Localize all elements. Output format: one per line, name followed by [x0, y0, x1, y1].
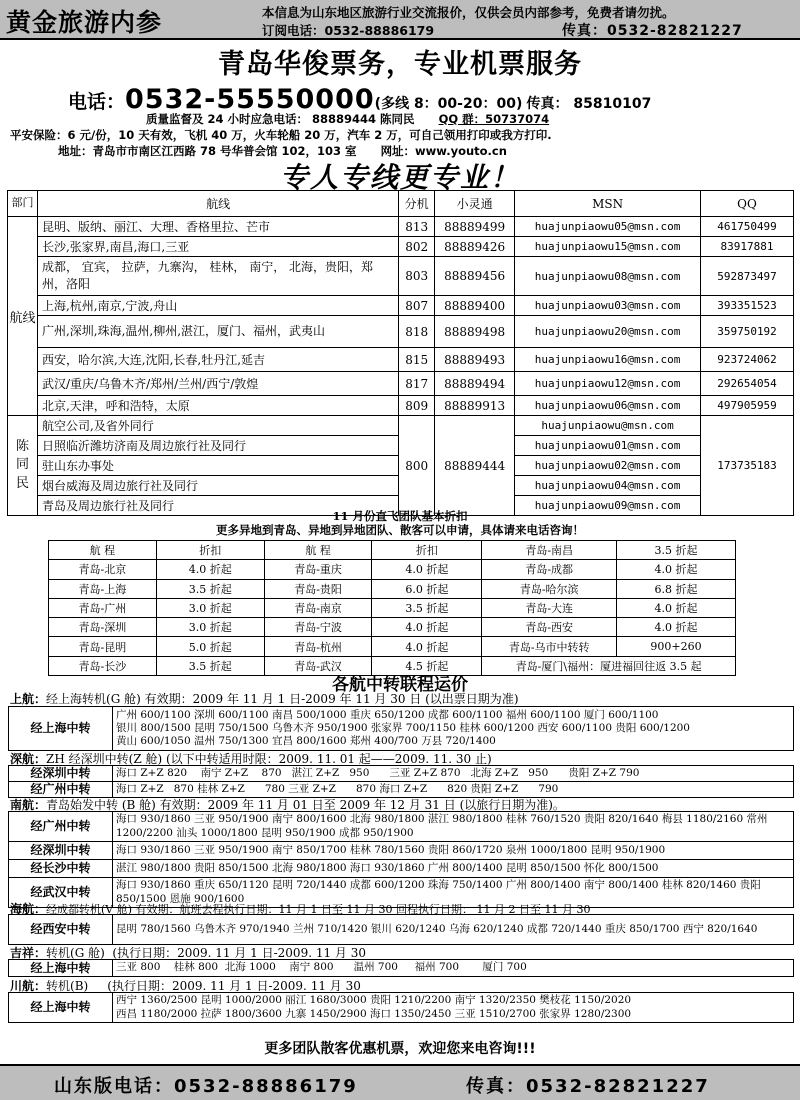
- rate-text: [113, 707, 794, 751]
- discount-cell: 青岛-哈尔滨: [482, 579, 617, 598]
- rate-line: 西宁 1360/2500 昆明 1000/2000 丽江 1680/3000 贵阳 1210/2200 南宁 1320/2350 樊枝花 1150/2020: [116, 994, 632, 1007]
- ext-cell: 807: [399, 296, 435, 316]
- route-cell: 成都， 宜宾， 拉萨，九寨沟， 桂林， 南宁， 北海，贵阳，郑州，洛阳: [37, 257, 398, 296]
- via-label: 经深圳中转: [9, 766, 113, 782]
- member-notice: 本信息为山东地区旅游行业交流报价，仅供会员内部参考，免费者请勿扰。: [262, 5, 675, 20]
- discount-cell: 折扣: [156, 541, 264, 560]
- table-row: [8, 316, 794, 348]
- quality-hotline: 质量监督及 24 小时应急电话： 88889444 陈同民: [146, 112, 415, 126]
- airline-terms: 经上海转机(G 舱) 有效期：2009 年 11 月 1 日-2009 年 11 月 30 日 (以出票日期为准): [46, 692, 519, 706]
- ext-cell: 813: [399, 217, 435, 237]
- discount-cell: 4.0 折起: [372, 560, 482, 579]
- discount-cell: 4.0 折起: [617, 598, 736, 617]
- discount-cell: 青岛-上海: [49, 579, 157, 598]
- discount-cell: 青岛-北京: [49, 560, 157, 579]
- discount-cell: 6.8 折起: [617, 579, 736, 598]
- ext-cell: 802: [399, 237, 435, 257]
- pager-cell: 88889456: [435, 257, 515, 296]
- rate-text: 海口 Z+Z 870 桂林 Z+Z 780 三亚 Z+Z 870 海口 Z+Z 820 贵阳 Z+Z 790: [113, 782, 794, 798]
- pager-cell: 88889444: [435, 416, 515, 516]
- discount-cell: 青岛-杭州: [264, 637, 372, 656]
- col-msn: MSN: [515, 191, 701, 217]
- route-cell: 青岛及周边旅行社及同行: [37, 496, 398, 516]
- discount-cell: 青岛-南昌: [482, 541, 617, 560]
- msn-cell[interactable]: huajunpiaowu04@msn.com: [515, 476, 701, 496]
- discount-title: 11 月份直飞团队基本折扣: [332, 509, 468, 523]
- ext-cell: 803: [399, 257, 435, 296]
- pager-cell: 88889494: [435, 372, 515, 396]
- discount-cell: 900+260: [617, 637, 736, 656]
- airline-terms: 转机(G 舱) (执行日期：2009. 11 月 1 日-2009. 11 月 30: [46, 946, 366, 960]
- airline-label: 上航：: [10, 692, 47, 706]
- discount-header-row: [49, 541, 736, 560]
- shanghai-airline-line: [10, 690, 519, 707]
- juneyao-rate-table: [8, 959, 794, 977]
- rate-line: 西昌 1180/2000 拉萨 1800/3600 九寨 1450/2900 海口 1350/2450 三亚 1510/2700 张家界 1280/2300: [116, 1007, 632, 1020]
- qq-cell: 923724062: [701, 348, 794, 372]
- via-label: 经广州中转: [9, 812, 113, 842]
- msn-cell[interactable]: huajunpiaowu16@msn.com: [515, 348, 701, 372]
- pager-cell: 88889400: [435, 296, 515, 316]
- route-cell: 日照临沂潍坊济南及周边旅行社及同行: [37, 436, 398, 456]
- via-label: 经武汉中转: [9, 878, 113, 908]
- route-cell: 武汉/重庆/乌鲁木齐/郑州/兰州/西宁/敦煌: [37, 372, 398, 396]
- discount-cell: 青岛-南京: [264, 598, 372, 617]
- phone-label: 电话：: [68, 91, 126, 113]
- discount-cell: 3.5 折起: [372, 598, 482, 617]
- discount-cell: 6.0 折起: [372, 579, 482, 598]
- discount-cell: 青岛-大连: [482, 598, 617, 617]
- qq-cell: 173735183: [701, 416, 794, 516]
- discount-cell: 折扣: [372, 541, 482, 560]
- dept-air: 航线: [8, 217, 38, 416]
- discount-cell: 青岛-武汉: [264, 656, 372, 675]
- discount-cell: 3.5 折起: [617, 541, 736, 560]
- msn-cell[interactable]: huajunpiaowu06@msn.com: [515, 396, 701, 416]
- msn-cell[interactable]: huajunpiaowu05@msn.com: [515, 217, 701, 237]
- quality-line: [146, 111, 549, 127]
- qq-cell: 83917881: [701, 237, 794, 257]
- shanghai-rate-table: [8, 706, 794, 751]
- via-label: 经上海中转: [9, 993, 113, 1023]
- discount-cell: 4.0 折起: [372, 637, 482, 656]
- qq-cell: 461750499: [701, 217, 794, 237]
- route-cell: 北京,天津，呼和浩特，太原: [37, 396, 398, 416]
- discount-cell: 青岛-广州: [49, 598, 157, 617]
- via-label: 经长沙中转: [9, 860, 113, 878]
- col-ext: 分机: [399, 191, 435, 217]
- discount-cell: 航 程: [49, 541, 157, 560]
- slogan: 专人专线更专业！: [279, 161, 520, 194]
- route-cell: 上海,杭州,南京,宁波,舟山: [37, 296, 398, 316]
- qq-cell: 592873497: [701, 257, 794, 296]
- rate-text: 海口 930/1860 三亚 950/1900 南宁 800/1600 北海 980/1800 湛江 980/1800 桂林 760/1520 贵阳 820/1640 梅县 1180/2160 常州 1200/2200 汕头 1000/1800 昆明 950/1900 成都 950/1900: [113, 812, 794, 842]
- discount-table: [48, 540, 736, 676]
- msn-cell[interactable]: huajunpiaowu12@msn.com: [515, 372, 701, 396]
- msn-cell[interactable]: huajunpiaowu@msn.com: [515, 416, 701, 436]
- qq-cell: 292654054: [701, 372, 794, 396]
- pager-cell: 88889498: [435, 316, 515, 348]
- footer-message: 更多团队散客优惠机票，欢迎您来电咨询!!!: [264, 1041, 536, 1057]
- table-row: [8, 372, 794, 396]
- ad-fax: 传真： 85810107: [526, 96, 652, 112]
- bottom-banner: [0, 1064, 800, 1100]
- msn-cell[interactable]: huajunpiaowu01@msn.com: [515, 436, 701, 456]
- discount-cell: 青岛-厦门\福州：厦进福回往返 3.5 起: [482, 656, 736, 675]
- discount-cell: 青岛-成都: [482, 560, 617, 579]
- discount-row: [49, 618, 736, 637]
- msn-cell[interactable]: huajunpiaowu03@msn.com: [515, 296, 701, 316]
- ext-cell: 809: [399, 396, 435, 416]
- pager-cell: 88889493: [435, 348, 515, 372]
- pager-cell: 88889913: [435, 396, 515, 416]
- rate-row: [9, 860, 794, 878]
- insurance-line: 平安保险：6 元/份，10 天有效，飞机 40 万，火车轮船 20 万，汽车 2 万，可自己领用打印或我方打印.: [10, 128, 552, 142]
- pager-cell: 88889426: [435, 237, 515, 257]
- via-label: 经上海中转: [9, 707, 113, 751]
- qq-group: QQ 群：50737074: [438, 112, 550, 126]
- airline-terms: 青岛始发中转 (B 舱) 有效期：2009 年 11 月 01 日至 2009 年 12 月 31 日 (以旅行日期为准)。: [46, 798, 565, 812]
- rate-row: [9, 812, 794, 842]
- via-label: 经广州中转: [9, 782, 113, 798]
- qq-cell: 359750192: [701, 316, 794, 348]
- route-cell: 广州,深圳,珠海,温州,柳州,湛江，厦门、福州，武夷山: [37, 316, 398, 348]
- discount-cell: 3.0 折起: [156, 618, 264, 637]
- rate-text: 三亚 800 桂林 800 北海 1000 南宁 800 温州 700 福州 700 厦门 700: [113, 960, 794, 977]
- phone-number: 0532-55550000: [125, 84, 375, 115]
- rate-line: 银川 800/1500 昆明 750/1500 乌鲁木齐 950/1900 张家界 700/1150 桂林 600/1200 西安 600/1100 贵阳 600/1200: [116, 721, 690, 734]
- discount-row: [49, 598, 736, 617]
- rate-row: [9, 766, 794, 782]
- airline-terms: 经成都转机(V 舱) 有效期：航班去程执行日期：11 月 1 日至 11 月 30 回程执行日期： 11 月 2 日至 11 月 30: [46, 903, 591, 916]
- table-row: [8, 296, 794, 316]
- via-label: 经深圳中转: [9, 842, 113, 860]
- rate-text: [113, 993, 794, 1023]
- airline-label: 吉祥：: [10, 946, 47, 960]
- discount-cell: 青岛-深圳: [49, 618, 157, 637]
- discount-cell: 青岛-西安: [482, 618, 617, 637]
- airline-terms: 转机(B) (执行日期：2009. 11 月 1 日-2009. 11 月 30: [46, 979, 361, 993]
- website: 网址：www.youto.cn: [380, 144, 507, 158]
- rate-row: [9, 960, 794, 977]
- ext-cell: 817: [399, 372, 435, 396]
- table-row: [8, 217, 794, 237]
- discount-cell: 青岛-宁波: [264, 618, 372, 637]
- route-contact-table: [7, 190, 794, 516]
- discount-cell: 航 程: [264, 541, 372, 560]
- transfer-rates-title: 各航中转联程运价: [332, 675, 468, 695]
- discount-row: [49, 560, 736, 579]
- discount-cell: 青岛-重庆: [264, 560, 372, 579]
- discount-row: [49, 637, 736, 656]
- table-row: [8, 237, 794, 257]
- msn-cell[interactable]: huajunpiaowu20@msn.com: [515, 316, 701, 348]
- rate-row: [9, 915, 794, 945]
- rate-text: 海口 930/1860 重庆 650/1120 昆明 720/1440 成都 600/1200 珠海 750/1400 广州 800/1400 南宁 800/1400 桂林 820/1460 贵阳 850/1500 恩施 900/1600: [113, 878, 794, 908]
- rate-row: [9, 993, 794, 1023]
- discount-cell: 4.0 折起: [617, 560, 736, 579]
- discount-cell: 4.0 折起: [617, 618, 736, 637]
- table-header-row: [8, 191, 794, 217]
- airline-terms: ZH 经深圳中转(Z 舱) (以下中转适用时限：2009. 11. 01 起——2009. 11. 30 止): [46, 752, 492, 766]
- discount-cell: 4.5 折起: [372, 656, 482, 675]
- discount-cell: 青岛-贵阳: [264, 579, 372, 598]
- msn-cell[interactable]: huajunpiaowu02@msn.com: [515, 456, 701, 476]
- discount-cell: 青岛-昆明: [49, 637, 157, 656]
- table-row: [8, 416, 794, 436]
- route-cell: 驻山东办事处: [37, 456, 398, 476]
- shenzhen-rate-table: [8, 765, 794, 798]
- rate-row: [9, 707, 794, 751]
- address: 地址：青岛市市南区江西路 78 号华普会馆 102，103 室: [58, 144, 357, 158]
- rate-line: 广州 600/1100 深圳 600/1100 南昌 500/1000 重庆 650/1200 成都 600/1100 福州 600/1100 厦门 600/1100: [116, 708, 659, 721]
- subscription-hotline: 订阅电话：0532-88886179: [262, 23, 435, 38]
- ext-cell: 800: [399, 416, 435, 516]
- hainan-rate-table: [8, 914, 794, 945]
- pager-cell: 88889499: [435, 217, 515, 237]
- via-label: 经上海中转: [9, 960, 113, 977]
- footer-phone: 山东版电话：0532-88886179: [54, 1076, 358, 1097]
- route-cell: 长沙,张家界,南昌,海口,三亚: [37, 237, 398, 257]
- header-fax: 传真：0532-82821227: [562, 23, 743, 39]
- sichuan-rate-table: [8, 992, 794, 1023]
- ext-cell: 815: [399, 348, 435, 372]
- msn-cell[interactable]: huajunpiaowu08@msn.com: [515, 257, 701, 296]
- rate-text: 海口 Z+Z 820 南宁 Z+Z 870 湛江 Z+Z 950 三亚 Z+Z 870 北海 Z+Z 950 贵阳 Z+Z 790: [113, 766, 794, 782]
- col-route: 航线: [37, 191, 398, 217]
- ext-cell: 818: [399, 316, 435, 348]
- col-dept: 部门: [8, 191, 38, 217]
- rate-text: 湛江 980/1800 贵阳 850/1500 北海 980/1800 海口 930/1860 广州 800/1400 昆明 850/1500 怀化 800/1500: [113, 860, 794, 878]
- discount-cell: 青岛-乌市中转转: [482, 637, 617, 656]
- via-label: 经西安中转: [9, 915, 113, 945]
- route-cell: 航空公司,及省外同行: [37, 416, 398, 436]
- table-row: [8, 257, 794, 296]
- brand-title: 黄金旅游内参: [6, 8, 163, 37]
- airline-label: 川航：: [10, 979, 47, 993]
- rate-row: [9, 842, 794, 860]
- route-cell: 烟台威海及周边旅行社及同行: [37, 476, 398, 496]
- discount-cell: 3.0 折起: [156, 598, 264, 617]
- discount-row: [49, 579, 736, 598]
- table-row: [8, 348, 794, 372]
- phone-hours: (多线 8：00-20：00): [374, 96, 523, 112]
- ad-title: 青岛华俊票务，专业机票服务: [218, 49, 582, 80]
- msn-cell[interactable]: huajunpiaowu09@msn.com: [515, 496, 701, 516]
- route-cell: 西安，哈尔滨,大连,沈阳,长春,牡丹江,延吉: [37, 348, 398, 372]
- discount-cell: 4.0 折起: [372, 618, 482, 637]
- discount-cell: 3.5 折起: [156, 656, 264, 675]
- route-cell: 昆明、版纳、丽江、大理、香格里拉、芒市: [37, 217, 398, 237]
- dept-chen: 陈同民: [8, 416, 38, 516]
- discount-subtitle: 更多异地到青岛、异地到异地团队、散客可以申请，具体请来电话咨询！: [216, 523, 584, 537]
- discount-cell: 3.5 折起: [156, 579, 264, 598]
- rate-text: 昆明 780/1560 乌鲁木齐 970/1940 兰州 710/1420 银川 620/1240 乌海 620/1240 成都 720/1440 重庆 850/1700 西宁 820/1640: [113, 915, 794, 945]
- col-qq: QQ: [701, 191, 794, 217]
- southern-rate-table: [8, 811, 794, 908]
- footer-fax: 传真：0532-82821227: [466, 1076, 710, 1097]
- qq-cell: 393351523: [701, 296, 794, 316]
- rate-text: 海口 930/1860 三亚 950/1900 南宁 850/1700 桂林 780/1560 贵阳 860/1720 泉州 1000/1800 昆明 950/1900: [113, 842, 794, 860]
- airline-label: 南航：: [10, 798, 47, 812]
- rate-line: 黄山 600/1050 温州 750/1300 宜昌 800/1600 郑州 400/700 万县 720/1400: [116, 735, 496, 748]
- msn-cell[interactable]: huajunpiaowu15@msn.com: [515, 237, 701, 257]
- col-pager: 小灵通: [435, 191, 515, 217]
- discount-cell: 4.0 折起: [156, 560, 264, 579]
- qq-cell: 497905959: [701, 396, 794, 416]
- discount-cell: 青岛-长沙: [49, 656, 157, 675]
- airline-label: 海航：: [10, 902, 47, 916]
- top-banner: [0, 0, 800, 40]
- table-row: [8, 396, 794, 416]
- discount-cell: 5.0 折起: [156, 637, 264, 656]
- airline-label: 深航：: [10, 752, 47, 766]
